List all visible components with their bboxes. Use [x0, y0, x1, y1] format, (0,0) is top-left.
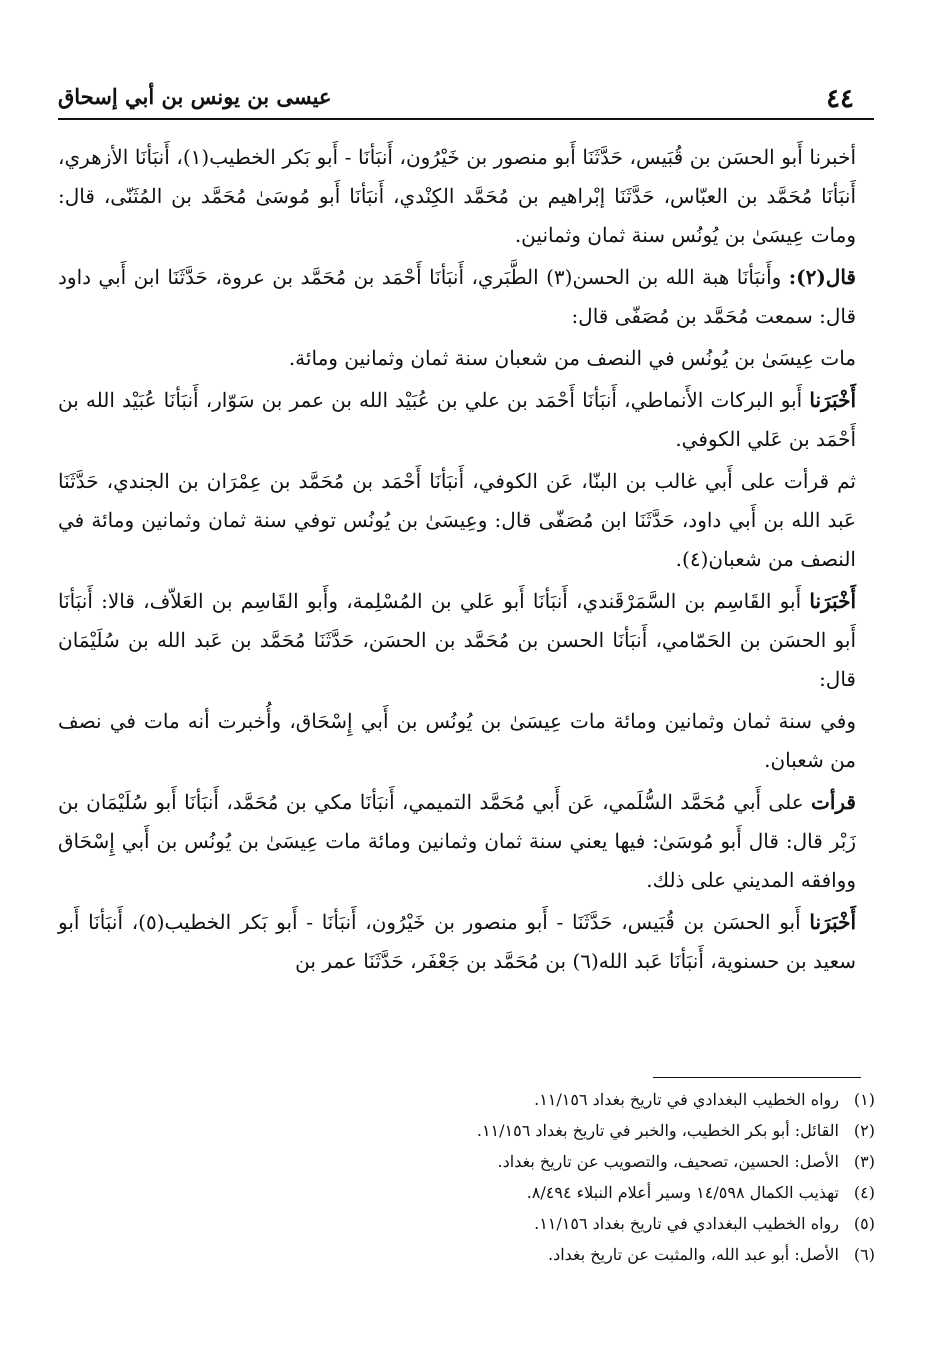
- paragraph: مات عِيسَىٰ بن يُونُس في النصف من شعبان سنة ثمان وثمانين ومائة.: [288, 346, 856, 370]
- footnote-item: (١) رواه الخطيب البغدادي في تاريخ بغداد ١١/١٥٦.: [534, 1090, 875, 1109]
- running-title: عيسى بن يونس بن أبي إسحاق: [58, 84, 332, 109]
- paragraph: أَخْبَرَنا أَبو القَاسِم بن السَّمَرْقَندي، أَنبَأنَا أَبو عَلي بن المُسْلِمة، وأَبو القَاسِم بن العَلاّف، قالا: أَنبَأنَا أَبو الحسَن بن الحَمّامي، أَنبَأنَا الحسن بن مُحَمَّد بن الحسَن، حَدَّثَنَا مُحَمَّد بن عَبد الله بن سُلَيْمَان قال:: [58, 589, 856, 691]
- page-number: ٤٤: [826, 84, 854, 114]
- footnote-item: (٤) تهذيب الكمال ١٤/٥٩٨ وسير أعلام النبلاء ٨/٤٩٤.: [526, 1183, 875, 1202]
- paragraph: أَخْبَرَنا أَبو البركات الأَنماطي، أَنبَأنَا أَحْمَد بن علي بن عُبَيْد الله بن عمر بن سَوّار، أَنبَأنَا عُبَيْد الله بن أَحْمَد بن عَلي الكوفي.: [58, 388, 856, 451]
- paragraph: قال(٢): وأَنبَأنَا هبة الله بن الحسن(٣) الطَّبَري، أَنبَأنَا أَحْمَد بن مُحَمَّد بن عروة، حَدَّثَنَا ابن أَبي داود قال: سمعت مُحَمَّد بن مُصَفّى قال:: [58, 265, 856, 328]
- paragraph: أَخْبَرَنا أَبو الحسَن بن قُبَيس، حَدَّثَنَا - أَبو منصور بن خَيْرُون، أَنبَأنَا - أَبو بَكر الخطيب(٥)، أَنبَأنَا أَبو سعيد بن حسنوية، أَنبَأنَا عَبد الله(٦) بن مُحَمَّد بن جَعْفَر، حَدَّثَنَا عمر بن: [58, 910, 856, 973]
- footnote-item: (٥) رواه الخطيب البغدادي في تاريخ بغداد ١١/١٥٦.: [534, 1214, 875, 1233]
- paragraph: وفي سنة ثمان وثمانين ومائة مات عِيسَىٰ بن يُونُس بن أَبي إِسْحَاق، وأُخبرت أنه مات في نصف من شعبان.: [58, 709, 856, 772]
- footnote-item: (٦) الأصل: أبو عبد الله، والمثبت عن تاريخ بغداد.: [547, 1245, 875, 1264]
- footnotes: [77, 1084, 875, 1270]
- footnote-item: (٢) القائل: أبو بكر الخطيب، والخبر في تاريخ بغداد ١١/١٥٦.: [476, 1121, 875, 1140]
- paragraph: أخبرنا أَبو الحسَن بن قُبَيس، حَدَّثَنَا أَبو منصور بن خَيْرُون، أَنبَأنَا - أَبو بَكر الخطيب(١)، أَنبَأنَا الأزهري، أَنبَأنَا مُحَمَّد بن العبّاس، حَدَّثَنَا إبْراهيم بن مُحَمَّد الكِنْدي، أَنبَأنَا أَبو مُوسَىٰ مُحَمَّد بن المُثَنّى، قال: ومات عِيسَىٰ بن يُونُس سنة ثمان وثمانين.: [58, 145, 856, 247]
- paragraph: قرأت على أَبي مُحَمَّد السُّلَمي، عَن أَبي مُحَمَّد التميمي، أَنبَأنَا مكي بن مُحَمَّد، أَنبَأنَا أَبو سُلَيْمَان بن زَبْر قال: قال أَبو مُوسَىٰ: فيها يعني سنة ثمان وثمانين ومائة مات عِيسَىٰ بن يُونُس بن أَبي إِسْحَاق ووافقه المديني على ذلك.: [58, 790, 856, 892]
- main-text: [58, 138, 856, 981]
- page-header: [58, 78, 874, 120]
- paragraph: ثم قرأت على أَبي غالب بن البنّا، عَن الكوفي، أَنبَأنَا أَحْمَد بن مُحَمَّد بن عِمْرَان بن الجندي، حَدَّثَنَا عَبد الله بن أَبي داود، حَدَّثَنَا ابن مُصَفّى قال: وعِيسَىٰ بن يُونُس توفي سنة ثمان وثمانين ومائة في النصف من شعبان(٤).: [58, 469, 856, 571]
- footnote-divider: [653, 1077, 861, 1078]
- footnote-item: (٣) الأصل: الحسين، تصحيف، والتصويب عن تاريخ بغداد.: [497, 1152, 875, 1171]
